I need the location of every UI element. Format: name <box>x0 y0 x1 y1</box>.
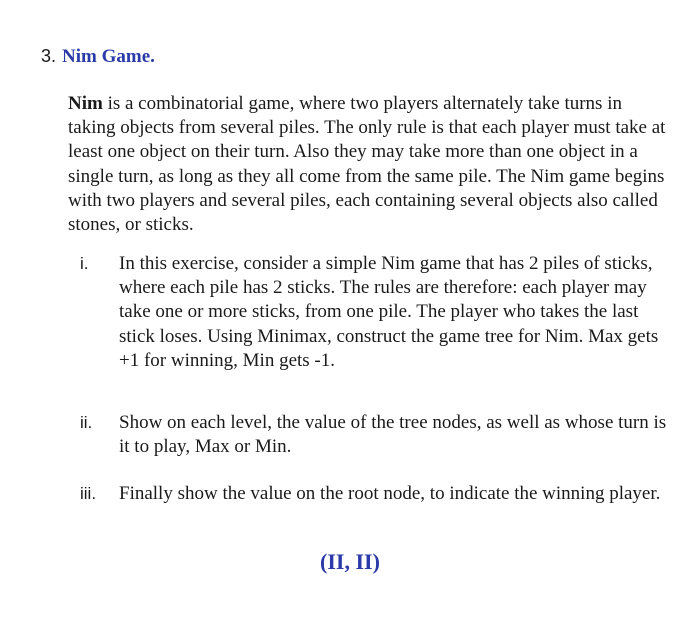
list-item-text: Finally show the value on the root node, to indicate the winning player. <box>119 483 661 504</box>
list-item <box>80 252 670 373</box>
question-number: 3. <box>41 46 57 66</box>
intro-bold-term: Nim <box>68 93 103 114</box>
list-item-marker: i. <box>80 254 89 273</box>
question-title: Nim Game. <box>62 46 155 67</box>
intro-text: is a combinatorial game, where two players alternately take turns in taking objects from several piles. The only rule is that each player must take at least one object on their turn. Also they may take more than one object in a single turn, as long as they all come from the same pile. The Nim game begins with two players and several piles, each containing several objects also called stones, or sticks. <box>68 93 666 236</box>
list-item <box>80 411 670 459</box>
list-item-text: Show on each level, the value of the tree nodes, as well as whose turn is it to play, Max or Min. <box>119 412 667 458</box>
intro-paragraph <box>68 92 668 237</box>
list-item-text: In this exercise, consider a simple Nim game that has 2 piles of sticks, where each pile has 2 sticks. The rules are therefore: each player may take one or more sticks, from one pile. The player who takes the last stick loses. Using Minimax, construct the game tree for Nim. Max gets +1 for winning, Min gets -1. <box>119 253 659 371</box>
pile-state-label: (II, II) <box>320 549 380 574</box>
list-item <box>80 482 670 506</box>
list-item-marker: ii. <box>80 413 93 432</box>
question-header <box>41 44 155 69</box>
list-item-marker: iii. <box>80 484 97 503</box>
